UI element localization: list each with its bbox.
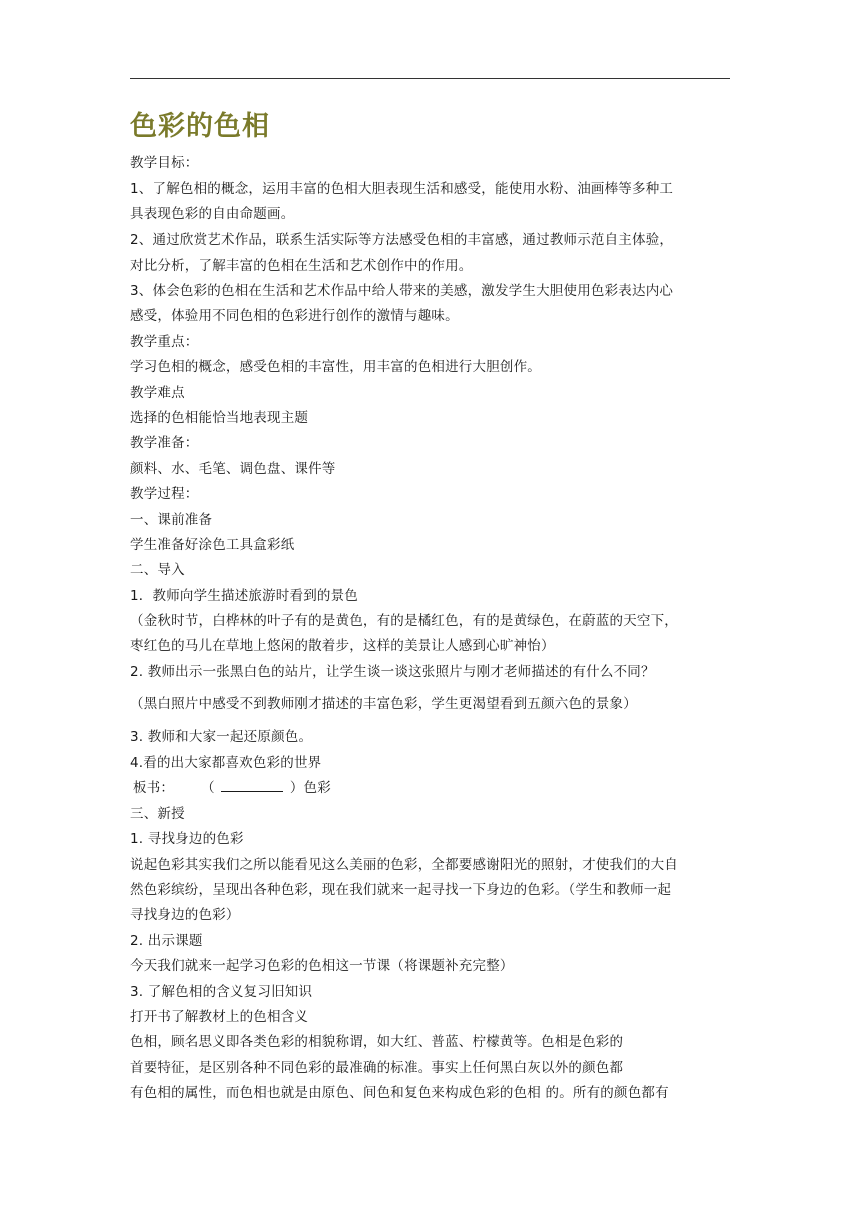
text-line: 教学过程： <box>130 486 199 502</box>
text-line: 学生准备好涂色工具盒彩纸 <box>130 537 295 553</box>
text-line: 有色相的属性，而色相也就是由原色、间色和复色来构成色彩的色相 的。所有的颜色都有 <box>130 1085 669 1101</box>
text-line: 教学目标： <box>130 155 199 171</box>
text-line: 首要特征，是区别各种不同色彩的最准确的标准。事实上任何黑白灰以外的颜色都 <box>130 1060 624 1076</box>
text-line: 3、体会色彩的色相在生活和艺术作品中给人带来的美感，激发学生大胆使用色彩表达内心 <box>130 283 674 299</box>
text-line: 3. 了解色相的含义复习旧知识 <box>130 984 313 1000</box>
text-line: 4.看的出大家都喜欢色彩的世界 <box>130 755 322 771</box>
text-line: 今天我们就来一起学习色彩的色相这一节课（将课题补充完整） <box>130 958 514 974</box>
text-line: 2. 教师出示一张黑白色的站片，让学生谈一谈这张照片与刚才老师描述的有什么不同？ <box>130 664 655 680</box>
text-line: 1、了解色相的概念，运用丰富的色相大胆表现生活和感受，能使用水粉、油画棒等多种工 <box>130 181 674 197</box>
board-close-text: ）色彩 <box>289 780 331 796</box>
text-line: 教学准备： <box>130 435 199 451</box>
header-rule <box>130 78 730 79</box>
text-line: 颜料、水、毛笔、调色盘、课件等 <box>130 461 336 477</box>
text-line: 打开书了解教材上的色相含义 <box>130 1009 309 1025</box>
text-line: 3. 教师和大家一起还原颜色。 <box>130 729 313 745</box>
board-open-paren: （ <box>201 780 215 796</box>
text-line: 选择的色相能恰当地表现主题 <box>130 410 309 426</box>
board-line <box>133 778 331 798</box>
text-line: 学习色相的概念，感受色相的丰富性，用丰富的色相进行大胆创作。 <box>130 359 541 375</box>
text-line: 2. 出示课题 <box>130 933 203 949</box>
text-line: 枣红色的马儿在草地上悠闲的散着步，这样的美景让人感到心旷神怡） <box>130 638 555 654</box>
text-line: 二、导入 <box>130 562 185 578</box>
text-line: 说起色彩其实我们之所以能看见这么美丽的色彩，全都要感谢阳光的照射，才使我们的大自 <box>130 857 678 873</box>
text-line: 教学难点 <box>130 385 185 401</box>
board-label: 板书： <box>133 780 175 796</box>
text-line: （金秋时节，白桦林的叶子有的是黄色，有的是橘红色，有的是黄绿色，在蔚蓝的天空下， <box>130 613 678 629</box>
text-line: （黑白照片中感受不到教师刚才描述的丰富色彩，学生更渴望看到五颜六色的景象） <box>130 696 637 712</box>
text-line: 1．教师向学生描述旅游时看到的景色 <box>130 588 358 604</box>
text-line: 对比分析，了解丰富的色相在生活和艺术创作中的作用。 <box>130 258 473 274</box>
page-title: 色彩的色相 <box>130 111 270 142</box>
text-line: 1. 寻找身边的色彩 <box>130 831 244 847</box>
text-line: 具表现色彩的自由命题画。 <box>130 206 295 222</box>
text-line: 寻找身边的色彩） <box>130 907 240 923</box>
board-blank <box>221 779 283 792</box>
text-line: 教学重点： <box>130 334 199 350</box>
text-line: 色相，顾名思义即各类色彩的相貌称谓，如大红、普蓝、柠檬黄等。色相是色彩的 <box>130 1034 624 1050</box>
text-line: 然色彩缤纷，呈现出各种色彩，现在我们就来一起寻找一下身边的色彩。（学生和教师一起 <box>130 882 672 898</box>
text-line: 感受，体验用不同色相的色彩进行创作的激情与趣味。 <box>130 308 459 324</box>
text-line: 2、通过欣赏艺术作品，联系生活实际等方法感受色相的丰富感，通过教师示范自主体验， <box>130 232 674 248</box>
text-line: 一、课前准备 <box>130 512 213 528</box>
text-line: 三、新授 <box>130 806 185 822</box>
